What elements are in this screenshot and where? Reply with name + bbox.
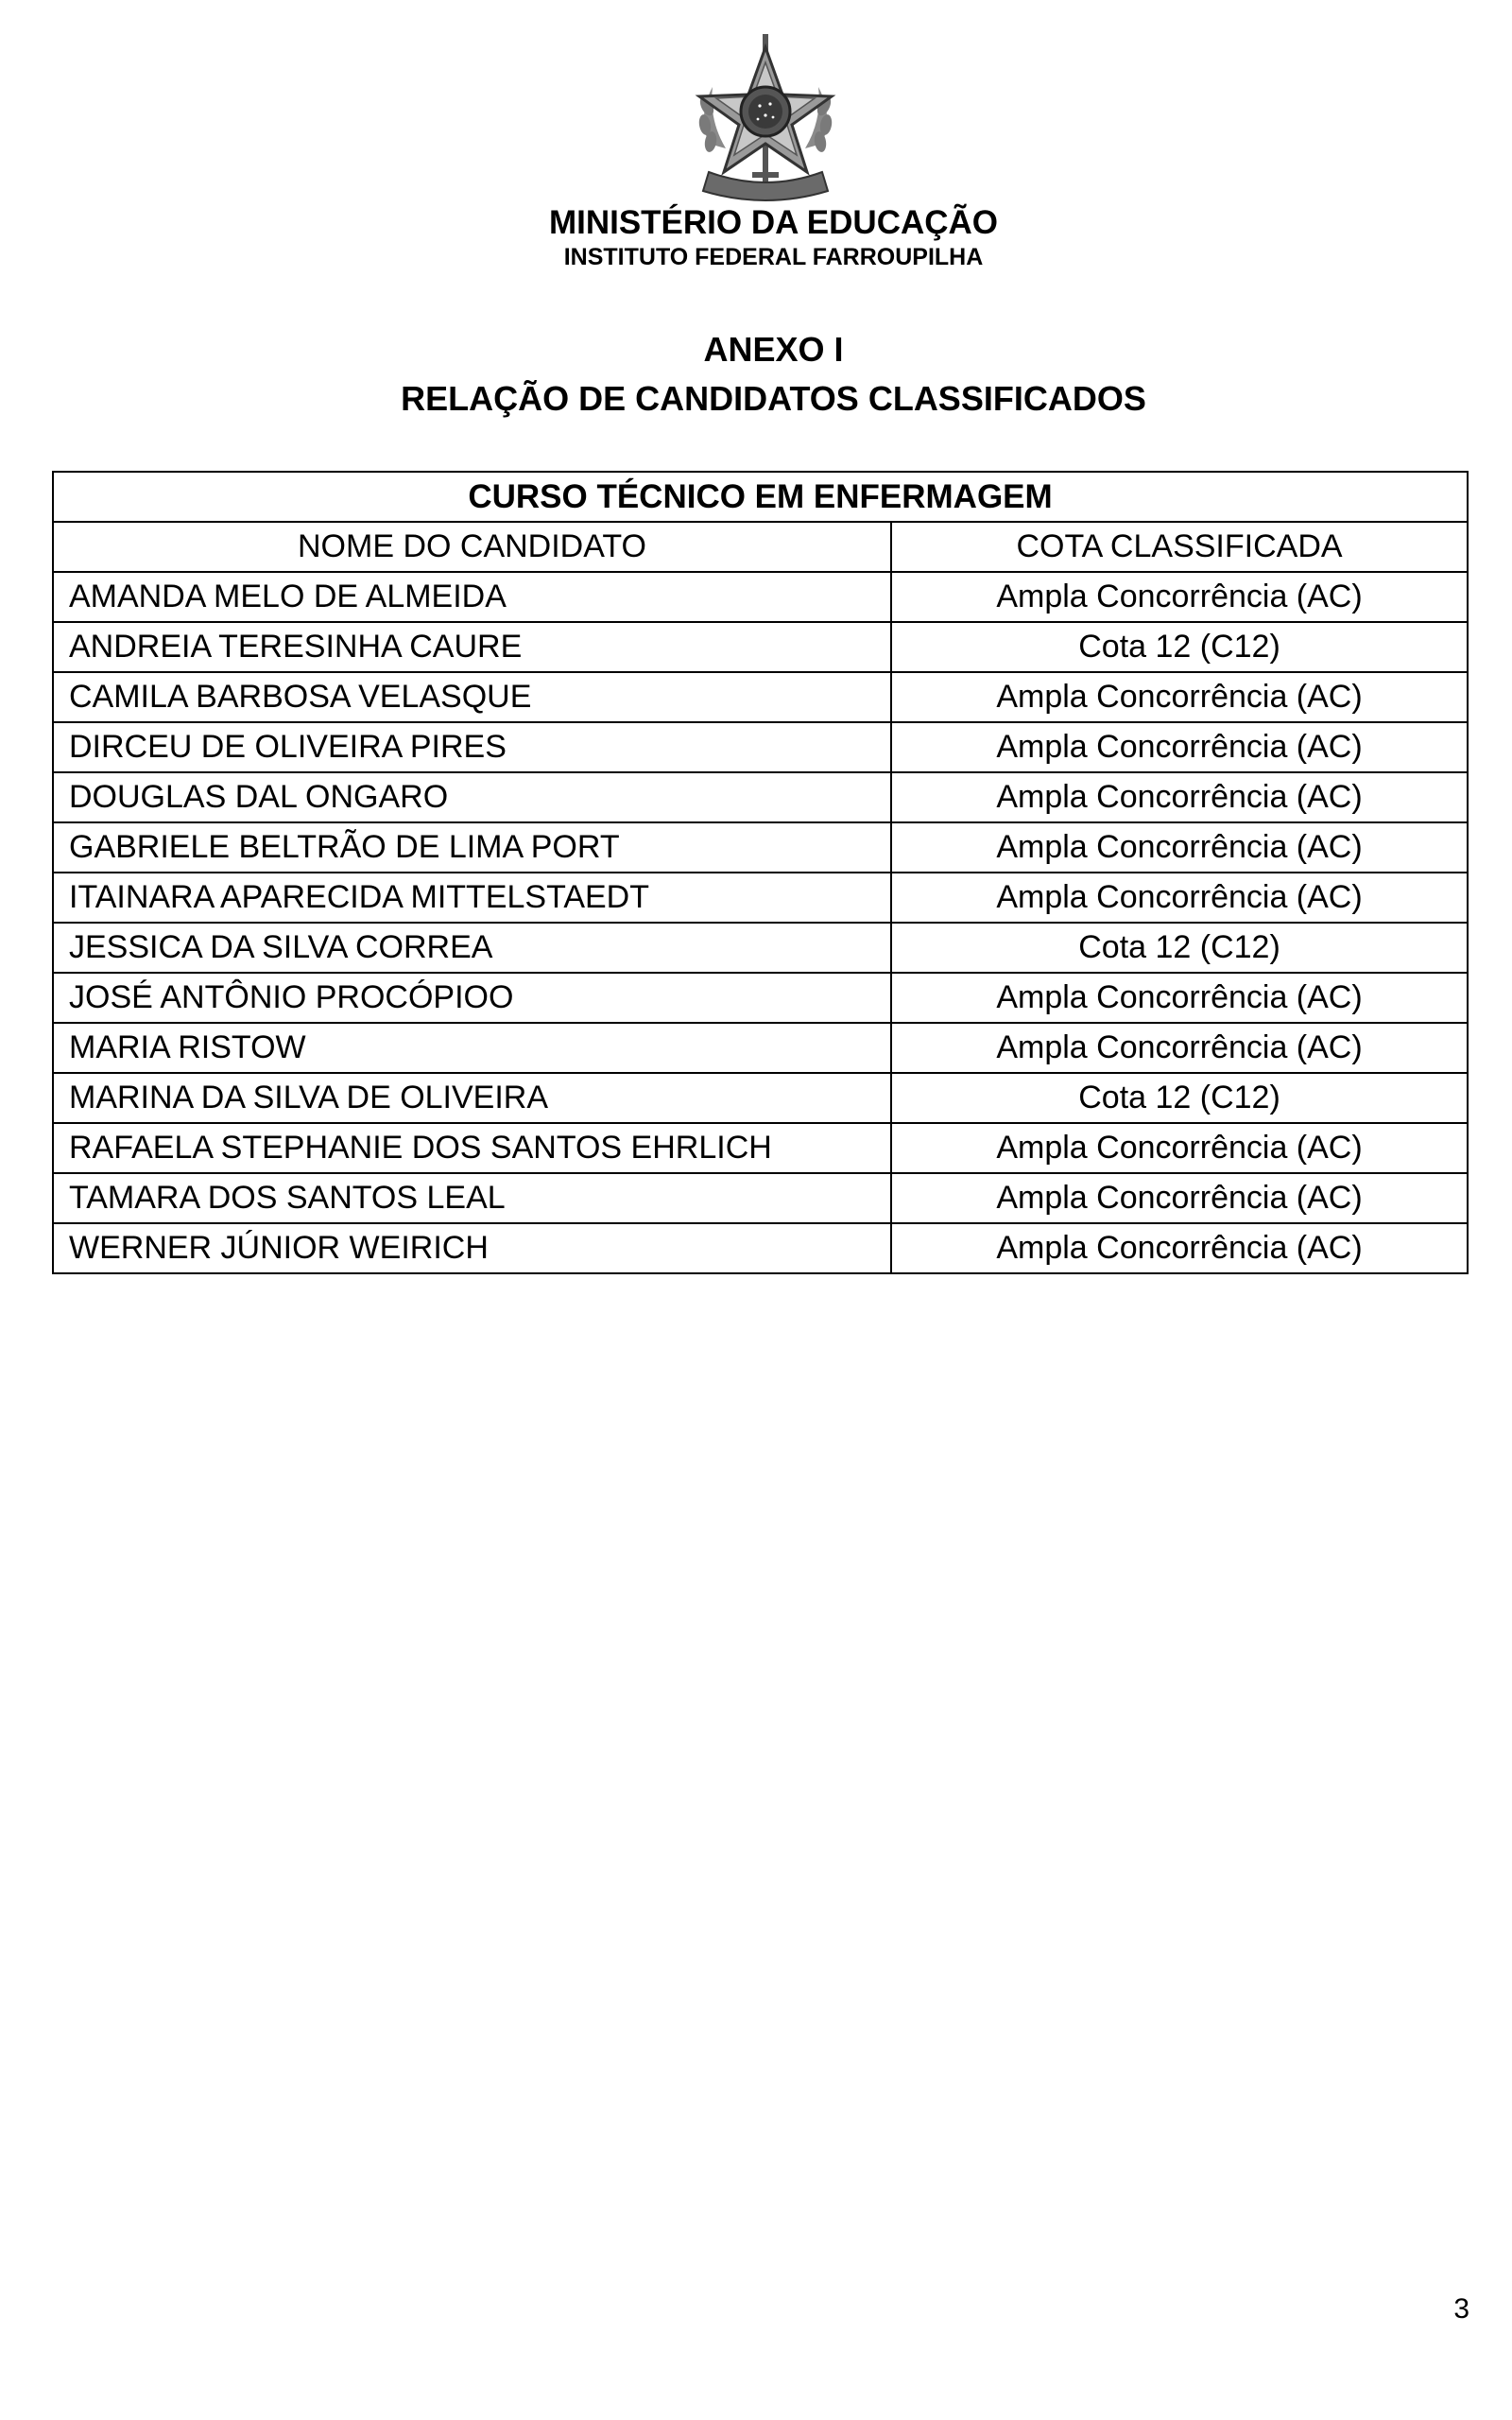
course-title: CURSO TÉCNICO EM ENFERMAGEM	[53, 472, 1468, 522]
candidate-quota: Ampla Concorrência (AC)	[891, 772, 1468, 822]
candidate-name: GABRIELE BELTRÃO DE LIMA PORT	[53, 822, 891, 873]
table-row	[53, 1023, 1468, 1073]
table-row	[53, 1073, 1468, 1123]
table-row	[53, 1223, 1468, 1273]
column-header-name: NOME DO CANDIDATO	[53, 522, 891, 572]
candidate-name: DIRCEU DE OLIVEIRA PIRES	[53, 722, 891, 772]
candidate-name: AMANDA MELO DE ALMEIDA	[53, 572, 891, 622]
candidate-name: MARIA RISTOW	[53, 1023, 891, 1073]
table-row	[53, 722, 1468, 772]
candidate-quota: Ampla Concorrência (AC)	[891, 722, 1468, 772]
candidate-name: JESSICA DA SILVA CORREA	[53, 923, 891, 973]
table-row	[53, 1173, 1468, 1223]
candidate-quota: Ampla Concorrência (AC)	[891, 1023, 1468, 1073]
column-header-row	[53, 522, 1468, 572]
candidate-name: WERNER JÚNIOR WEIRICH	[53, 1223, 891, 1273]
candidate-quota: Cota 12 (C12)	[891, 622, 1468, 672]
candidate-quota: Ampla Concorrência (AC)	[891, 822, 1468, 873]
table-row	[53, 923, 1468, 973]
table-row	[53, 622, 1468, 672]
institute-name: INSTITUTO FEDERAL FARROUPILHA	[563, 244, 984, 270]
candidate-quota: Ampla Concorrência (AC)	[891, 973, 1468, 1023]
candidate-name: RAFAELA STEPHANIE DOS SANTOS EHRLICH	[53, 1123, 891, 1173]
table-row	[53, 1123, 1468, 1173]
column-header-quota: COTA CLASSIFICADA	[891, 522, 1468, 572]
table-row	[53, 873, 1468, 923]
annex-subtitle: RELAÇÃO DE CANDIDATOS CLASSIFICADOS	[401, 379, 1146, 418]
candidate-quota: Ampla Concorrência (AC)	[891, 1223, 1468, 1273]
table-row	[53, 672, 1468, 722]
candidate-quota: Ampla Concorrência (AC)	[891, 1123, 1468, 1173]
course-header-row	[53, 472, 1468, 522]
coat-of-arms-of-brazil-icon	[680, 30, 850, 210]
ministry-name: MINISTÉRIO DA EDUCAÇÃO	[548, 204, 999, 241]
page-number: 3	[1453, 2293, 1469, 2325]
candidates-table	[52, 471, 1469, 1274]
candidate-quota: Ampla Concorrência (AC)	[891, 672, 1468, 722]
candidate-name: ANDREIA TERESINHA CAURE	[53, 622, 891, 672]
candidate-name: JOSÉ ANTÔNIO PROCÓPIOO	[53, 973, 891, 1023]
candidate-quota: Ampla Concorrência (AC)	[891, 572, 1468, 622]
candidate-quota: Ampla Concorrência (AC)	[891, 873, 1468, 923]
annex-title: ANEXO I	[703, 330, 844, 369]
candidate-name: TAMARA DOS SANTOS LEAL	[53, 1173, 891, 1223]
candidate-name: DOUGLAS DAL ONGARO	[53, 772, 891, 822]
candidate-name: ITAINARA APARECIDA MITTELSTAEDT	[53, 873, 891, 923]
table-row	[53, 772, 1468, 822]
table-row	[53, 973, 1468, 1023]
candidate-quota: Cota 12 (C12)	[891, 1073, 1468, 1123]
candidate-name: CAMILA BARBOSA VELASQUE	[53, 672, 891, 722]
table-row	[53, 822, 1468, 873]
table-row	[53, 572, 1468, 622]
candidate-quota: Cota 12 (C12)	[891, 923, 1468, 973]
annex-heading	[0, 325, 1512, 424]
candidate-quota: Ampla Concorrência (AC)	[891, 1173, 1468, 1223]
candidate-name: MARINA DA SILVA DE OLIVEIRA	[53, 1073, 891, 1123]
